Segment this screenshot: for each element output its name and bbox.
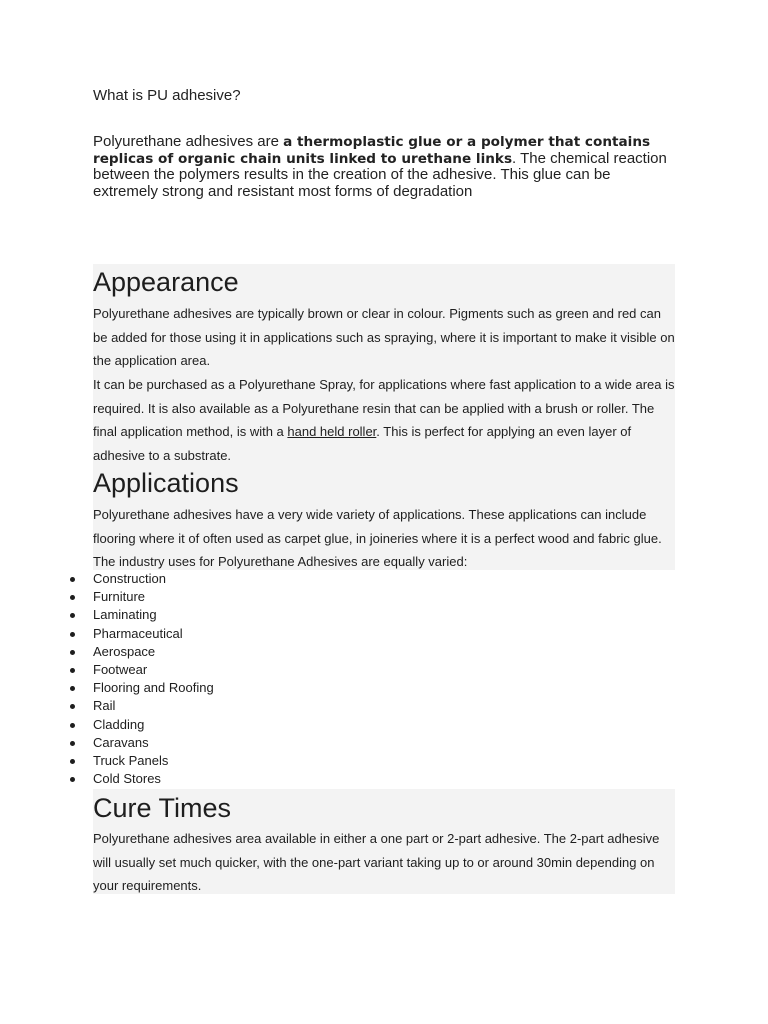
list-item-label: Aerospace	[93, 643, 156, 659]
list-item-label: Footwear	[93, 661, 148, 677]
list-item	[0, 752, 400, 770]
appearance-paragraph-1: Polyurethane adhesives are typically brown or clear in colour. Pigments such as green and red can be added for those using it in applications such as spraying, where it is important to make it visible on the application area.	[93, 306, 675, 369]
bullet-icon	[70, 668, 75, 673]
list-item-label: Truck Panels	[93, 752, 169, 768]
list-item	[0, 625, 400, 643]
list-item	[0, 606, 400, 624]
list-item-label: Cladding	[93, 716, 145, 732]
list-item	[0, 734, 400, 752]
list-item-label: Cold Stores	[93, 771, 161, 787]
intro-bold-definition: a thermoplastic glue or a polymer that contains replicas of organic chain units linked to urethane links	[93, 134, 651, 167]
cure-times-paragraph: Polyurethane adhesives area available in either a one part or 2-part adhesive. The 2-part adhesive will usually set much quicker, with the one-part variant taking up to or around 30min depending on your requirements.	[93, 831, 660, 894]
cure-times-heading: Cure Times	[93, 793, 232, 823]
list-item	[0, 588, 400, 606]
bullet-icon	[70, 759, 75, 764]
bullet-icon	[70, 577, 75, 582]
list-item	[0, 697, 400, 715]
industry-uses-list	[0, 570, 400, 788]
bullet-icon	[70, 650, 75, 655]
intro-text-start: Polyurethane adhesives are	[93, 133, 284, 150]
question-title: What is PU adhesive?	[93, 87, 241, 104]
list-item-label: Construction	[93, 571, 166, 586]
hand-held-roller-link[interactable]: hand held roller	[287, 424, 377, 440]
list-item-label: Furniture	[93, 589, 146, 605]
appearance-paragraph-2-start: It can be purchased as a Polyurethane Spray, for applications where fast application to a wide area is required. It is also available as a Polyurethane resin that can be applied with a brush or roller. The final application method, is with a	[93, 377, 675, 440]
bullet-icon	[70, 686, 75, 691]
list-item-label: Caravans	[93, 734, 149, 750]
list-item	[0, 770, 400, 788]
bullet-icon	[70, 704, 75, 709]
intro-paragraph	[93, 134, 673, 200]
list-item-label: Laminating	[93, 607, 157, 623]
appearance-paragraph-2	[93, 373, 675, 468]
appearance-heading: Appearance	[93, 267, 239, 297]
applications-paragraph: Polyurethane adhesives have a very wide variety of applications. These applications can include flooring where it of often used as carpet glue, in joineries where it is a perfect wood and fabric glue. The industry uses for Polyurethane Adhesives are equally varied:	[93, 507, 662, 570]
list-item	[0, 661, 400, 679]
list-item-label: Pharmaceutical	[93, 625, 183, 641]
list-item-label: Flooring and Roofing	[93, 680, 214, 696]
list-item	[0, 679, 400, 697]
list-item	[0, 570, 400, 588]
applications-heading: Applications	[93, 468, 239, 498]
list-item	[0, 643, 400, 661]
bullet-icon	[70, 723, 75, 728]
bullet-icon	[70, 777, 75, 782]
bullet-icon	[70, 632, 75, 637]
bullet-icon	[70, 595, 75, 600]
bullet-icon	[70, 741, 75, 746]
intro-text-end: . The chemical reaction between the polymers results in the creation of the adhesive. This glue can be extremely strong and resistant most forms of degradation	[93, 149, 667, 200]
list-item-label: Rail	[93, 698, 116, 714]
list-item	[0, 716, 400, 734]
appearance-paragraph-2-end: . This is perfect for applying an even layer of adhesive to a substrate.	[93, 424, 632, 464]
bullet-icon	[70, 613, 75, 618]
